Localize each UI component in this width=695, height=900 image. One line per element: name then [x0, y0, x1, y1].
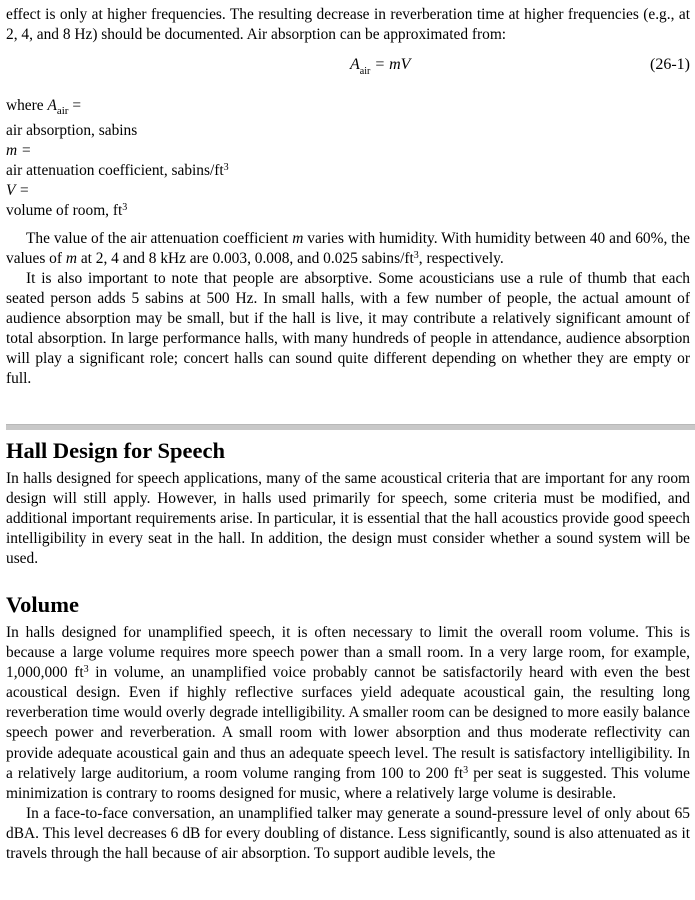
heading-hall-design-for-speech: Hall Design for Speech [6, 438, 225, 463]
a-description: air absorption, sabins [6, 122, 138, 140]
equation-expression: $A_{air}$ = mV [350, 56, 411, 77]
variable-definitions [6, 96, 690, 222]
m-description: air attenuation coefficient, sabins/$ft^3$ [6, 162, 229, 180]
coefficient-paragraph: The value of the air attenuation coefficient m varies with humidity. With humidity between 40 and 60%, the values of m at 2, 4 and 8 kHz are 0.003, 0.008, and 0.025 sabins/$ft^3$, respectively. [6, 230, 690, 268]
where-a-line: where $A_{air}$ = [6, 97, 81, 117]
hall-design-paragraph: In halls designed for speech applications, many of the same acoustical criteria that are important for any room design will still apply. However, in halls used primarily for speech, some criteria must be modified, and additional important requirements arise. In particular, it is essential that the hall acoustics provide good speech intelligibility in every seat in the hall. In addition, the design must consider whether a sound system will be used. [6, 470, 690, 568]
volume-paragraph-2: In a face-to-face conversation, an unamplified talker may generate a sound-pressure level of only about 65 dBA. This level decreases 6 dB for every doubling of distance. Less significantly, sound is also attenuated as it travels through the hall because of air absorption. To support audible levels, the [6, 804, 690, 863]
v-description: volume of room, $ft^3$ [6, 202, 128, 220]
section-divider [6, 424, 695, 430]
v-line: V = [6, 182, 30, 200]
volume-paragraph-1: In halls designed for unamplified speech, it is often necessary to limit the overall room volume. This is because a large volume requires more speech power than a small room. In a very large room, for example, 1,000,000 $ft^3$ in volume, an unamplified voice probably cannot be satisfactorily heard with even the best acoustical design. Even if highly reflective surfaces yield adequate acoustical gain, the resulting long reverberation time would overly degrade intelligibility. A smaller room can be designed to more easily balance speech power and reverberation. A small room with lower absorption and thus moderate reflectivity can provide adequate acoustical gain and thus an adequate speech level. The result is satisfactory intelligibility. In a relatively large auditorium, a room volume ranging from 100 to 200 $ft^3$ per seat is suggested. This volume minimization is contrary to rooms designed for music, where a relatively large volume is desirable. [6, 624, 690, 802]
equation-26-1 [6, 56, 690, 82]
heading-volume: Volume [6, 592, 79, 617]
people-absorption-paragraph: It is also important to note that people are absorptive. Some acousticians use a rule of thumb that each seated person adds 5 sabins at 500 Hz. In small halls, with a few number of people, the actual amount of audience absorption may be small, but if the hall is live, it may contribute a relatively significant amount of total absorption. In large performance halls, with many hundreds of people in attendance, audience absorption will play a significant role; concert halls can sound quite different depending on whether they are empty or full. [6, 270, 690, 388]
equation-number: (26-1) [650, 56, 690, 73]
intro-paragraph: effect is only at higher frequencies. The resulting decrease in reverberation time at higher frequencies (e.g., at 2, 4, and 8 Hz) should be documented. Air absorption can be approximated from: [6, 6, 690, 44]
volume-section-body [6, 623, 690, 864]
m-line: m = [6, 142, 32, 160]
